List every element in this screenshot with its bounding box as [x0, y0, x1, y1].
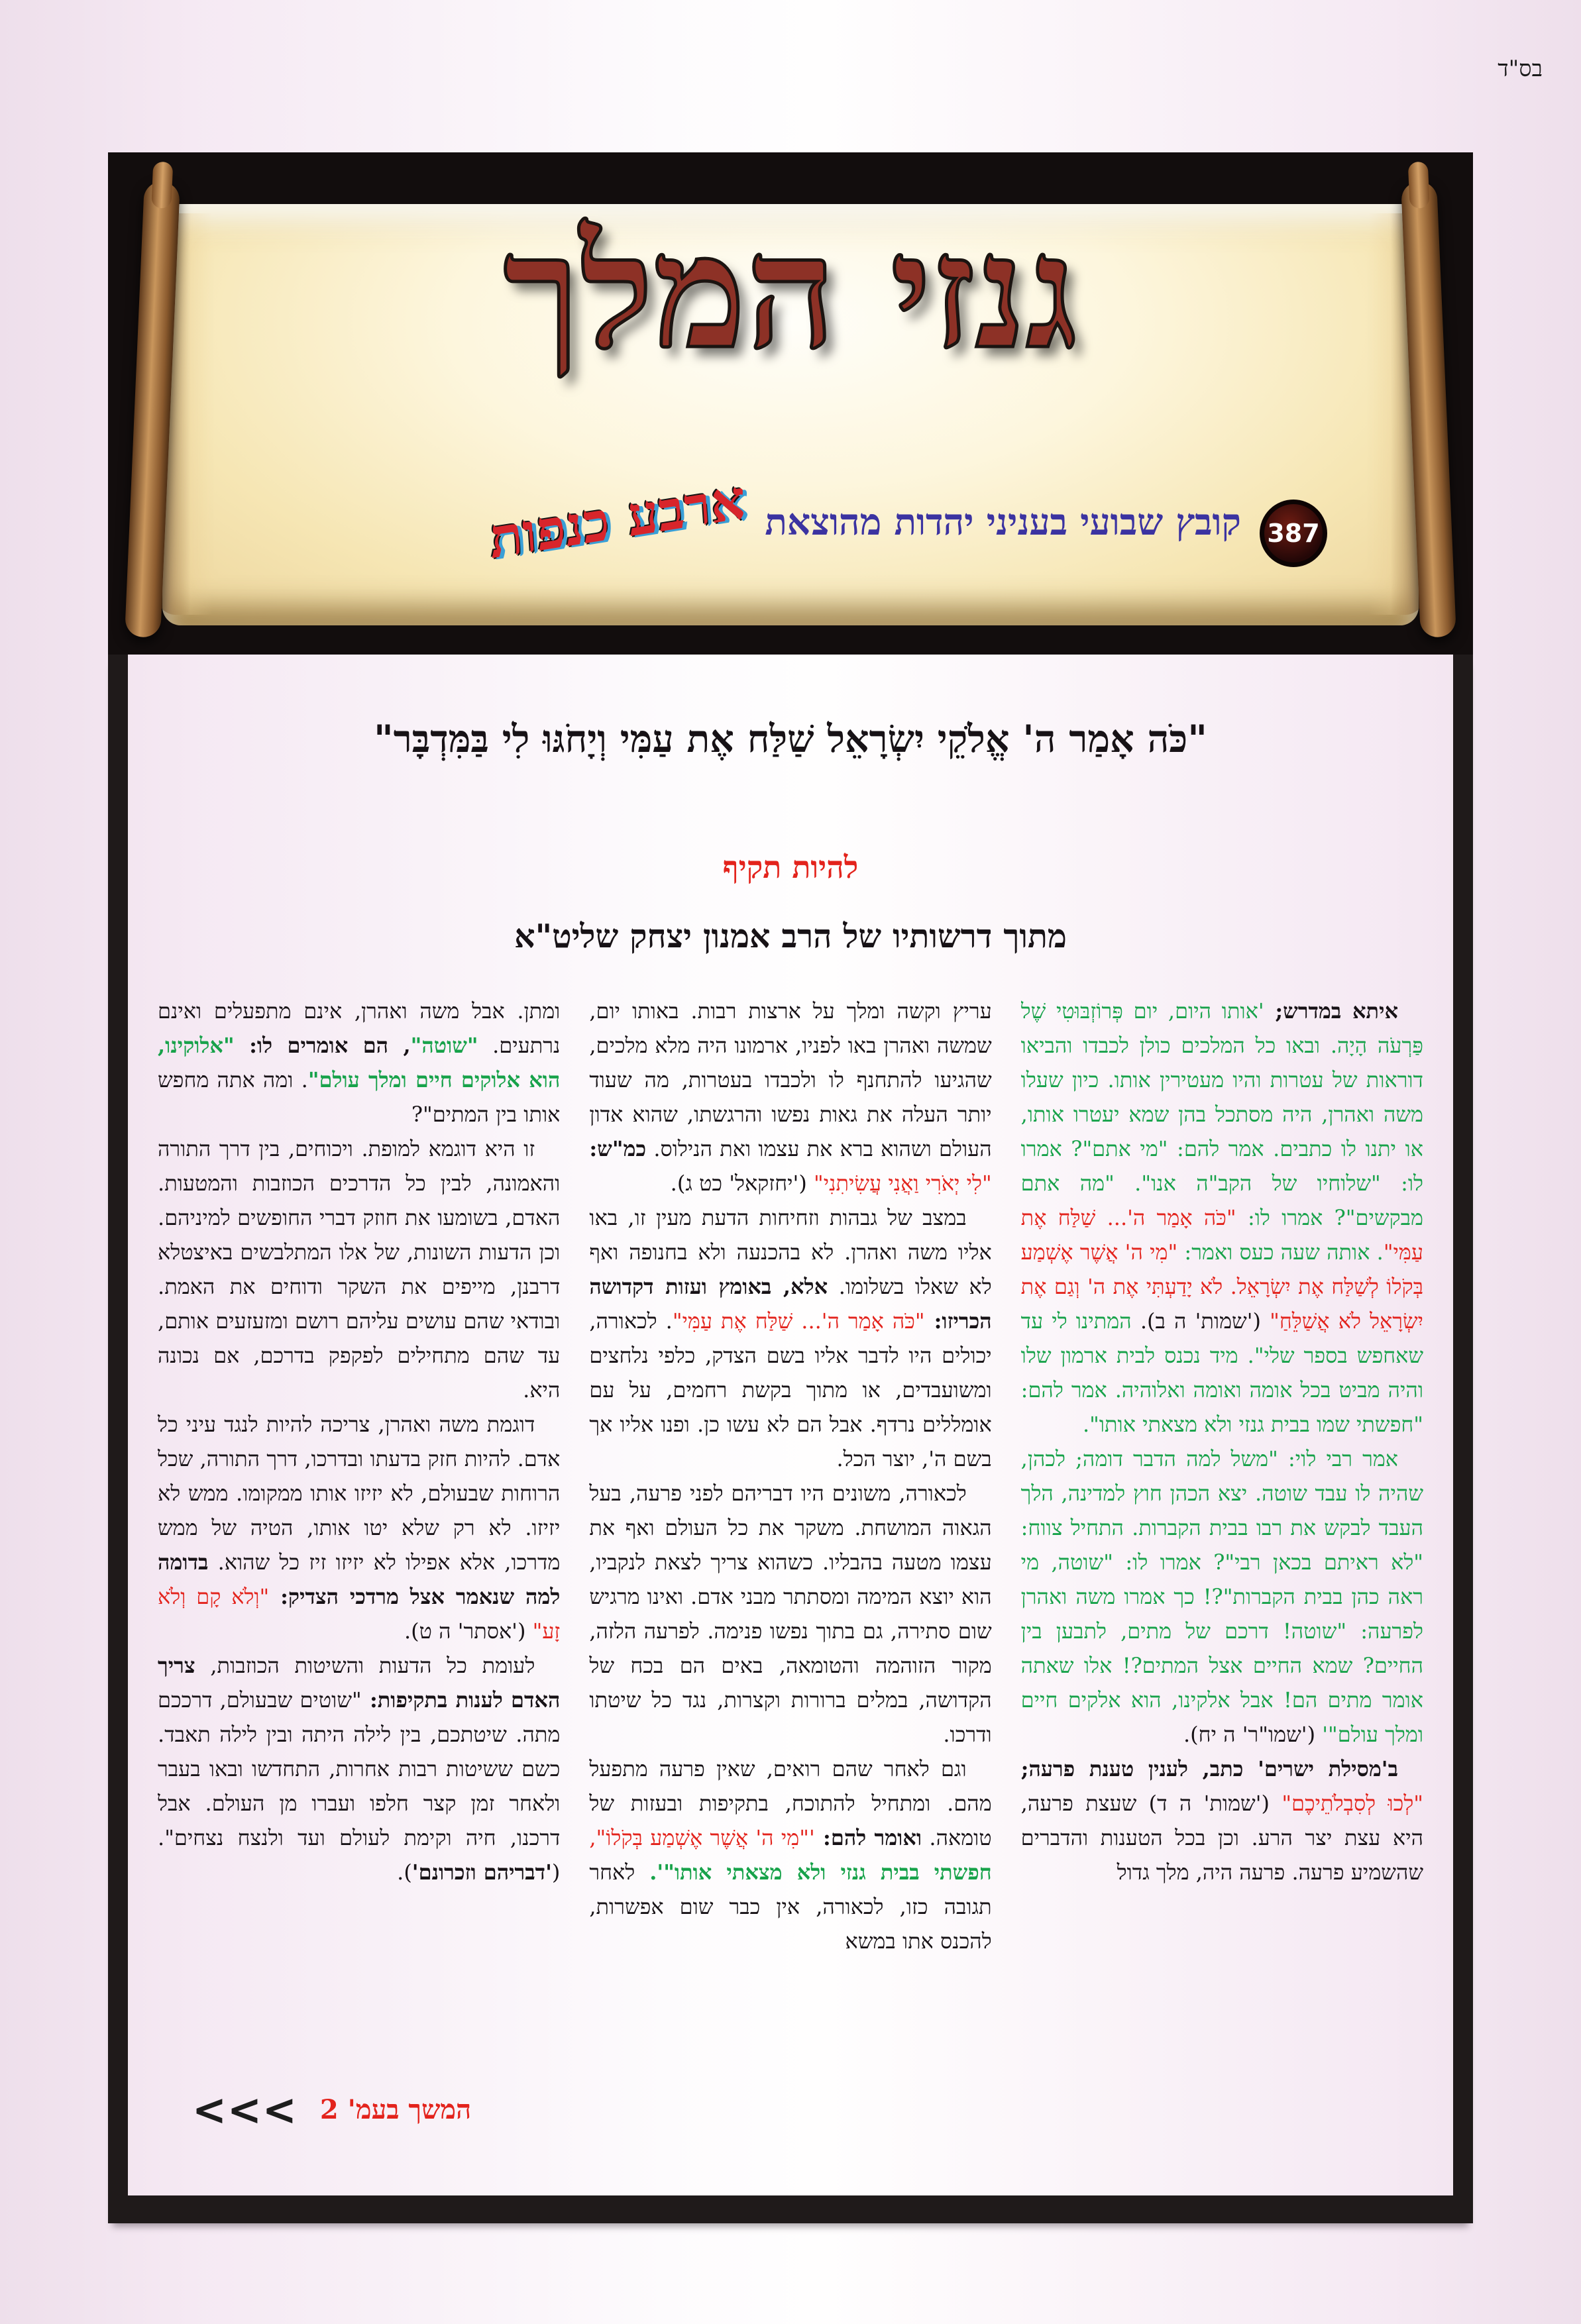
masthead-subtitle: קובץ שבועי בעניני יהדות מהוצאת — [765, 500, 1241, 543]
continue-label: המשך בעמ' 2 — [319, 2094, 472, 2125]
text-segment: דוגמת משה ואהרן, צריכה להיות לנגד עיני כל אדם. להיות חזק בדעתו ובדרכו, דרך התורה, שכל הרוחות שבעולם, לא יזיזו אותו ממקומו. ממש לא יזיזו. לא רק שלא יטו אותו, הטיה של ממש מדרכו, אלא אפילו לא יזיזו זיז כל שהוא. — [158, 1412, 561, 1575]
paragraph — [158, 994, 560, 1132]
text-segment: . ומה אתה מחפש אותו בין המתים"? — [158, 1067, 561, 1127]
text-segment: במצב של גבהות וזחיחות הדעת מעין זו, באו אליו משה ואהרן. לא בהכנעה ולא בחנופה ואף לא שאלו בשלומו. — [589, 1205, 992, 1299]
paragraph — [589, 1200, 991, 1476]
text-segment: לעומת כל הדעות והשיטות הכוזבות, — [195, 1653, 535, 1678]
paragraph — [158, 1132, 560, 1407]
text-segment: ב'מסילת ישרים' כתב, לענין טענת פרעה; — [1020, 1756, 1398, 1781]
headline-red-title: להיות תקיף — [722, 849, 859, 885]
text-segment: "כֹּה אָמַר ה'... שַׁלַּח אֶת עַמִּי" — [672, 1308, 925, 1334]
masthead — [108, 152, 1473, 655]
publication-title: גנזי המלך — [503, 199, 1078, 384]
text-segment: ('שמות' ה ב). — [1131, 1308, 1261, 1334]
text-segment: "וְלֹא קָם וְלֹא זָע" — [158, 1584, 561, 1644]
paragraph — [589, 1752, 991, 1958]
text-segment: עריץ וקשה ומלך על ארצות רבות. באותו יום, שמשה ואהרן באו לפניו, ארמונו היה מלא מלכים, שהגיעו להתחנף לו ולכבדו בעטרות, מה שעוד יותר העלה את גאות נפשו והרגשתו, שהוא אדון העולם ושהוא ברא את עצמו ואת הנילוס. — [589, 998, 992, 1161]
paragraph — [1021, 1752, 1423, 1889]
text-segment: ('יחזקאל' כט ג). — [670, 1171, 807, 1196]
text-segment: '"מִי ה' אֲשֶׁר אֶשְׁמַע בְּקֹלוֹ", — [589, 1825, 815, 1850]
publisher-logo: ארבע כנפות — [487, 467, 747, 572]
column-left — [158, 994, 560, 2152]
paragraph — [158, 1407, 560, 1648]
text-segment: המתינו לי עד שאחפש בספר שלי". מיד נכנס לבית ארמון שלו והיה מביט בכל אומה ואומה ואלוהיה. אמר להם: "חפשתי שמו בבית גנזי ולא מצאתי אותו". — [1020, 1308, 1423, 1437]
text-segment: חפשתי בבית גנזי ולא מצאתי אותו"'. — [635, 1860, 992, 1885]
text-segment: ומתן. אבל משה ואהרן, אינם מתפעלים ואינם נרתעים. — [158, 998, 561, 1058]
text-segment: לכאורה, משונים היו דבריהם לפני פרעה, בעל הגאוה המושחת. משקר את כל העולם ואף את עצמו מטעה בהבליו. כשהוא צריך לצאת לנקביו, הוא יוצא המימה ומסתתר מבני אדם. ואינו מרגיש שום סתירה, גם בתוך נפשו פנימה. לפרעה הלזה, מקור הזוהמה והטומאה, באים הם בכח של הקדושה, במלים ברורות וקצרות, נגד כל שיטתו ודרכו. — [589, 1481, 992, 1747]
continue-arrows-icon: <<< — [192, 2084, 298, 2135]
text-segment: בדומה למה שנאמר אצל מרדכי הצדיק: — [158, 1550, 561, 1609]
text-segment: וגם לאחר שהם רואים, שאין פרעה מתפעל מהם. ומתחיל להתוכח, בתקיפות ובעזות של טומאה. — [589, 1756, 992, 1850]
text-segment: "אלוקינו, הוא אלוקים חיים ומלך עולם" — [158, 1033, 561, 1092]
column-middle — [589, 994, 991, 2152]
text-segment: זו היא דוגמא למופת. ויכוחים, בין דרך התורה והאמונה, לבין כל הדרכים הכוזבות והמטעות. האדם, בשומעו את חוזק דברי החופשים למיניהם. וכן הדעות השונות, של אלו המתלבשים באיצטלא דרבנן, מייפים את השקר ודוחים את האמת. ובודאי שהם עושים עליהם רושם ומזעזעים אותם, עד שהם מתחילים לפקפק בדרכם, אם נכונה היא. — [158, 1136, 561, 1402]
text-segment: לאחר תגובה כזו, לכאורה, אין כבר שום אפשרות, להכנס אתו במשא — [589, 1860, 992, 1954]
masthead-subtitle-row — [254, 467, 1327, 572]
text-segment: אלא, באומץ ועזות דקדושה הכריזו: — [589, 1274, 992, 1334]
text-segment: "מִי ה' אֲשֶׁר אֶשְׁמַע בְּקֹלוֹ לְשַׁלַּח אֶת יִשְׂרָאֵל. לֹא יָדַעְתִּי אֶת ה' וְגַם אֶת יִשְׂרָאֵל לֹא אֲשַׁלֵּחַ" — [1020, 1240, 1423, 1334]
text-segment: "לִי יְאֹרִי וַאֲנִי עֲשִׂיתִנִי" — [806, 1171, 992, 1196]
paragraph — [1021, 994, 1423, 1442]
text-segment: ('שמו"ר' ה יח). — [1183, 1722, 1316, 1747]
text-segment: ואומר להם: — [814, 1825, 922, 1850]
text-segment: 'דבריהם וזכרונם' — [411, 1860, 552, 1885]
text-segment: צריך האדם לענות בתקיפות: — [158, 1653, 561, 1713]
article-columns — [158, 994, 1423, 2152]
paragraph — [589, 1476, 991, 1752]
text-segment: 'אותו היום, יום פְּרוֹזְבּוּטִי שֶׁל פַּרְעֹה הָיָה. ובאו כל המלכים כולן לכבדו והביאו דוראות של עטרות והיו מעטירין אותו. כיון שעלו משה ואהרן, היה מסתכל בהן שמא יעטרו אותו, או יתנו לו כתבים. אמר להם: "מי אתם"? אמרו לו: "שלוחיו של הקב"ה אנו". "מה אתם מבקשים"? אמרו לו: — [1020, 998, 1423, 1230]
text-segment: . לכאורה, יכולים היו לדבר אליו בשם הצדק, כלפי נלחצים ומשועבדים, או מתוך בקשת רחמים, על עם אומללים נרדף. אבל הם לא עשו כן. ופנו אליו אך בשם ה', יוצר הכל. — [589, 1308, 992, 1471]
text-segment: ). — [397, 1860, 412, 1885]
text-segment: . אותה שעה כעס ואמר: — [1177, 1240, 1384, 1265]
text-segment: "שוטים שבעולם, דרככם מתה. שיטתכם, בין לילה היתה ובין לילה תאבד. כשם ששיטות רבות אחרות, התחדשו ובאו בעבר ולאחר זמן קצר חלפו ועברו מן העולם. אבל דרכנו, חיה וקימת לעולם ועד ולנצח נצחים". ( — [158, 1687, 561, 1885]
text-segment: "לְכוּ לְסִבְלֹתֵיכֶם" — [1269, 1791, 1423, 1816]
text-segment: כמ"ש: — [589, 1136, 647, 1161]
text-segment: אמר רבי לוי: "משל למה הדבר דומה; לכהן, שהיה לו עבד שוטה. יצא הכהן חוץ למדינה, הלך העבד לבקש את רבו בבית הקברות. התחיל צווח: "לא ראיתם בכאן רבי"? אמרו לו: "שוטה, מי ראה כהן בבית הקברות"?! כך אמרו משה ואהרן לפרעה: "שוטה! דרכם של מתים, לתבען בין החיים? שמא החיים אצל המתים?! אלו שאתה אומר מתים הם! אבל אלקינו, הוא אלקים חיים ומלך עולם"' — [1020, 1446, 1423, 1747]
continued-on-page-note — [192, 2086, 471, 2134]
headline-verse: "כֹּה אָמַר ה' אֱלֹקֵי יִשְׂרָאֵל שַׁלַּח אֶת עַמִּי וְיָחֹגּוּ לִי בַּמִּדְבָּר" — [374, 717, 1207, 761]
text-segment: "שוטה" — [410, 1033, 478, 1058]
column-right — [1021, 994, 1423, 2152]
issue-number-badge: 387 — [1260, 500, 1327, 567]
text-segment: ('אסתר' ה ט). — [404, 1618, 526, 1644]
text-segment: איתא במדרש; — [1264, 998, 1398, 1024]
text-segment: , הם אומרים לו: — [234, 1033, 411, 1058]
headline-byline: מתוך דרשותיו של הרב אמנון יצחק שליט"א — [514, 917, 1067, 955]
text-segment: ('שמות' ה ד) שעצת פרעה, היא עצת יצר הרע. וכן בכל הטענות והדברים שהשמיע פרעה. פרעה היה, מלך גדול — [1020, 1791, 1423, 1885]
paragraph — [1021, 1442, 1423, 1752]
paragraph — [158, 1648, 560, 1889]
text-segment: "כֹּה אָמַר ה'... שַׁלַּח אֶת עַמִּי" — [1020, 1205, 1423, 1265]
bsd-mark: בס"ד — [1498, 56, 1543, 82]
paragraph — [589, 994, 991, 1200]
